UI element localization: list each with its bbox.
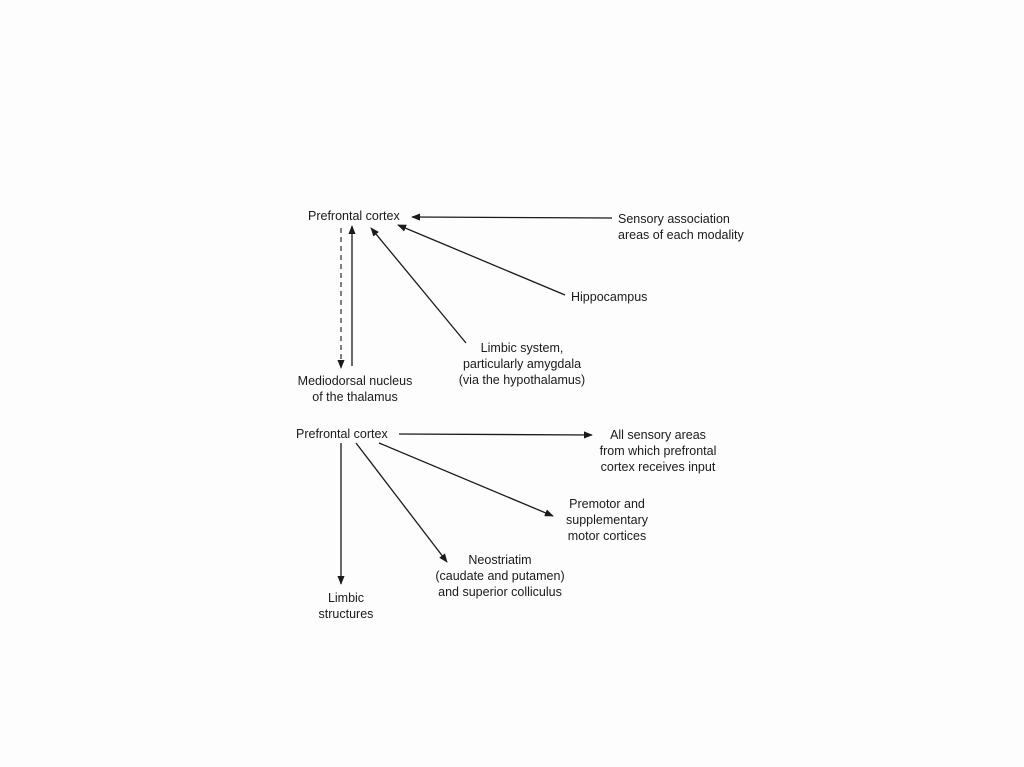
arrow-limbic-system-to-prefrontal <box>371 228 466 343</box>
all-sensory-areas-label: All sensory areas from which prefrontal cortex receives input <box>599 428 717 474</box>
mediodorsal-nucleus-label: Mediodorsal nucleus of the thalamus <box>297 374 413 404</box>
hippocampus-label: Hippocampus <box>571 290 648 304</box>
limbic-system-label: Limbic system, particularly amygdala (via the hypothalamus) <box>458 341 586 387</box>
arrow-sensory-association-to-prefrontal <box>412 217 612 218</box>
bottom-prefrontal-cortex-label: Prefrontal cortex <box>296 427 388 441</box>
premotor-label: Premotor and supplementary motor cortices <box>566 497 648 543</box>
top-prefrontal-cortex-label: Prefrontal cortex <box>308 209 400 223</box>
neostriatum-label: Neostriatim (caudate and putamen) and superior colliculus <box>435 553 565 599</box>
arrow-prefrontal-to-sensory-areas <box>399 434 592 435</box>
arrow-prefrontal-to-neostriatum <box>356 443 447 562</box>
arrow-prefrontal-to-premotor <box>379 443 553 516</box>
arrow-hippocampus-to-prefrontal <box>398 225 565 295</box>
sensory-association-label: Sensory association areas of each modality <box>618 212 744 242</box>
limbic-structures-label: Limbic structures <box>318 591 374 621</box>
